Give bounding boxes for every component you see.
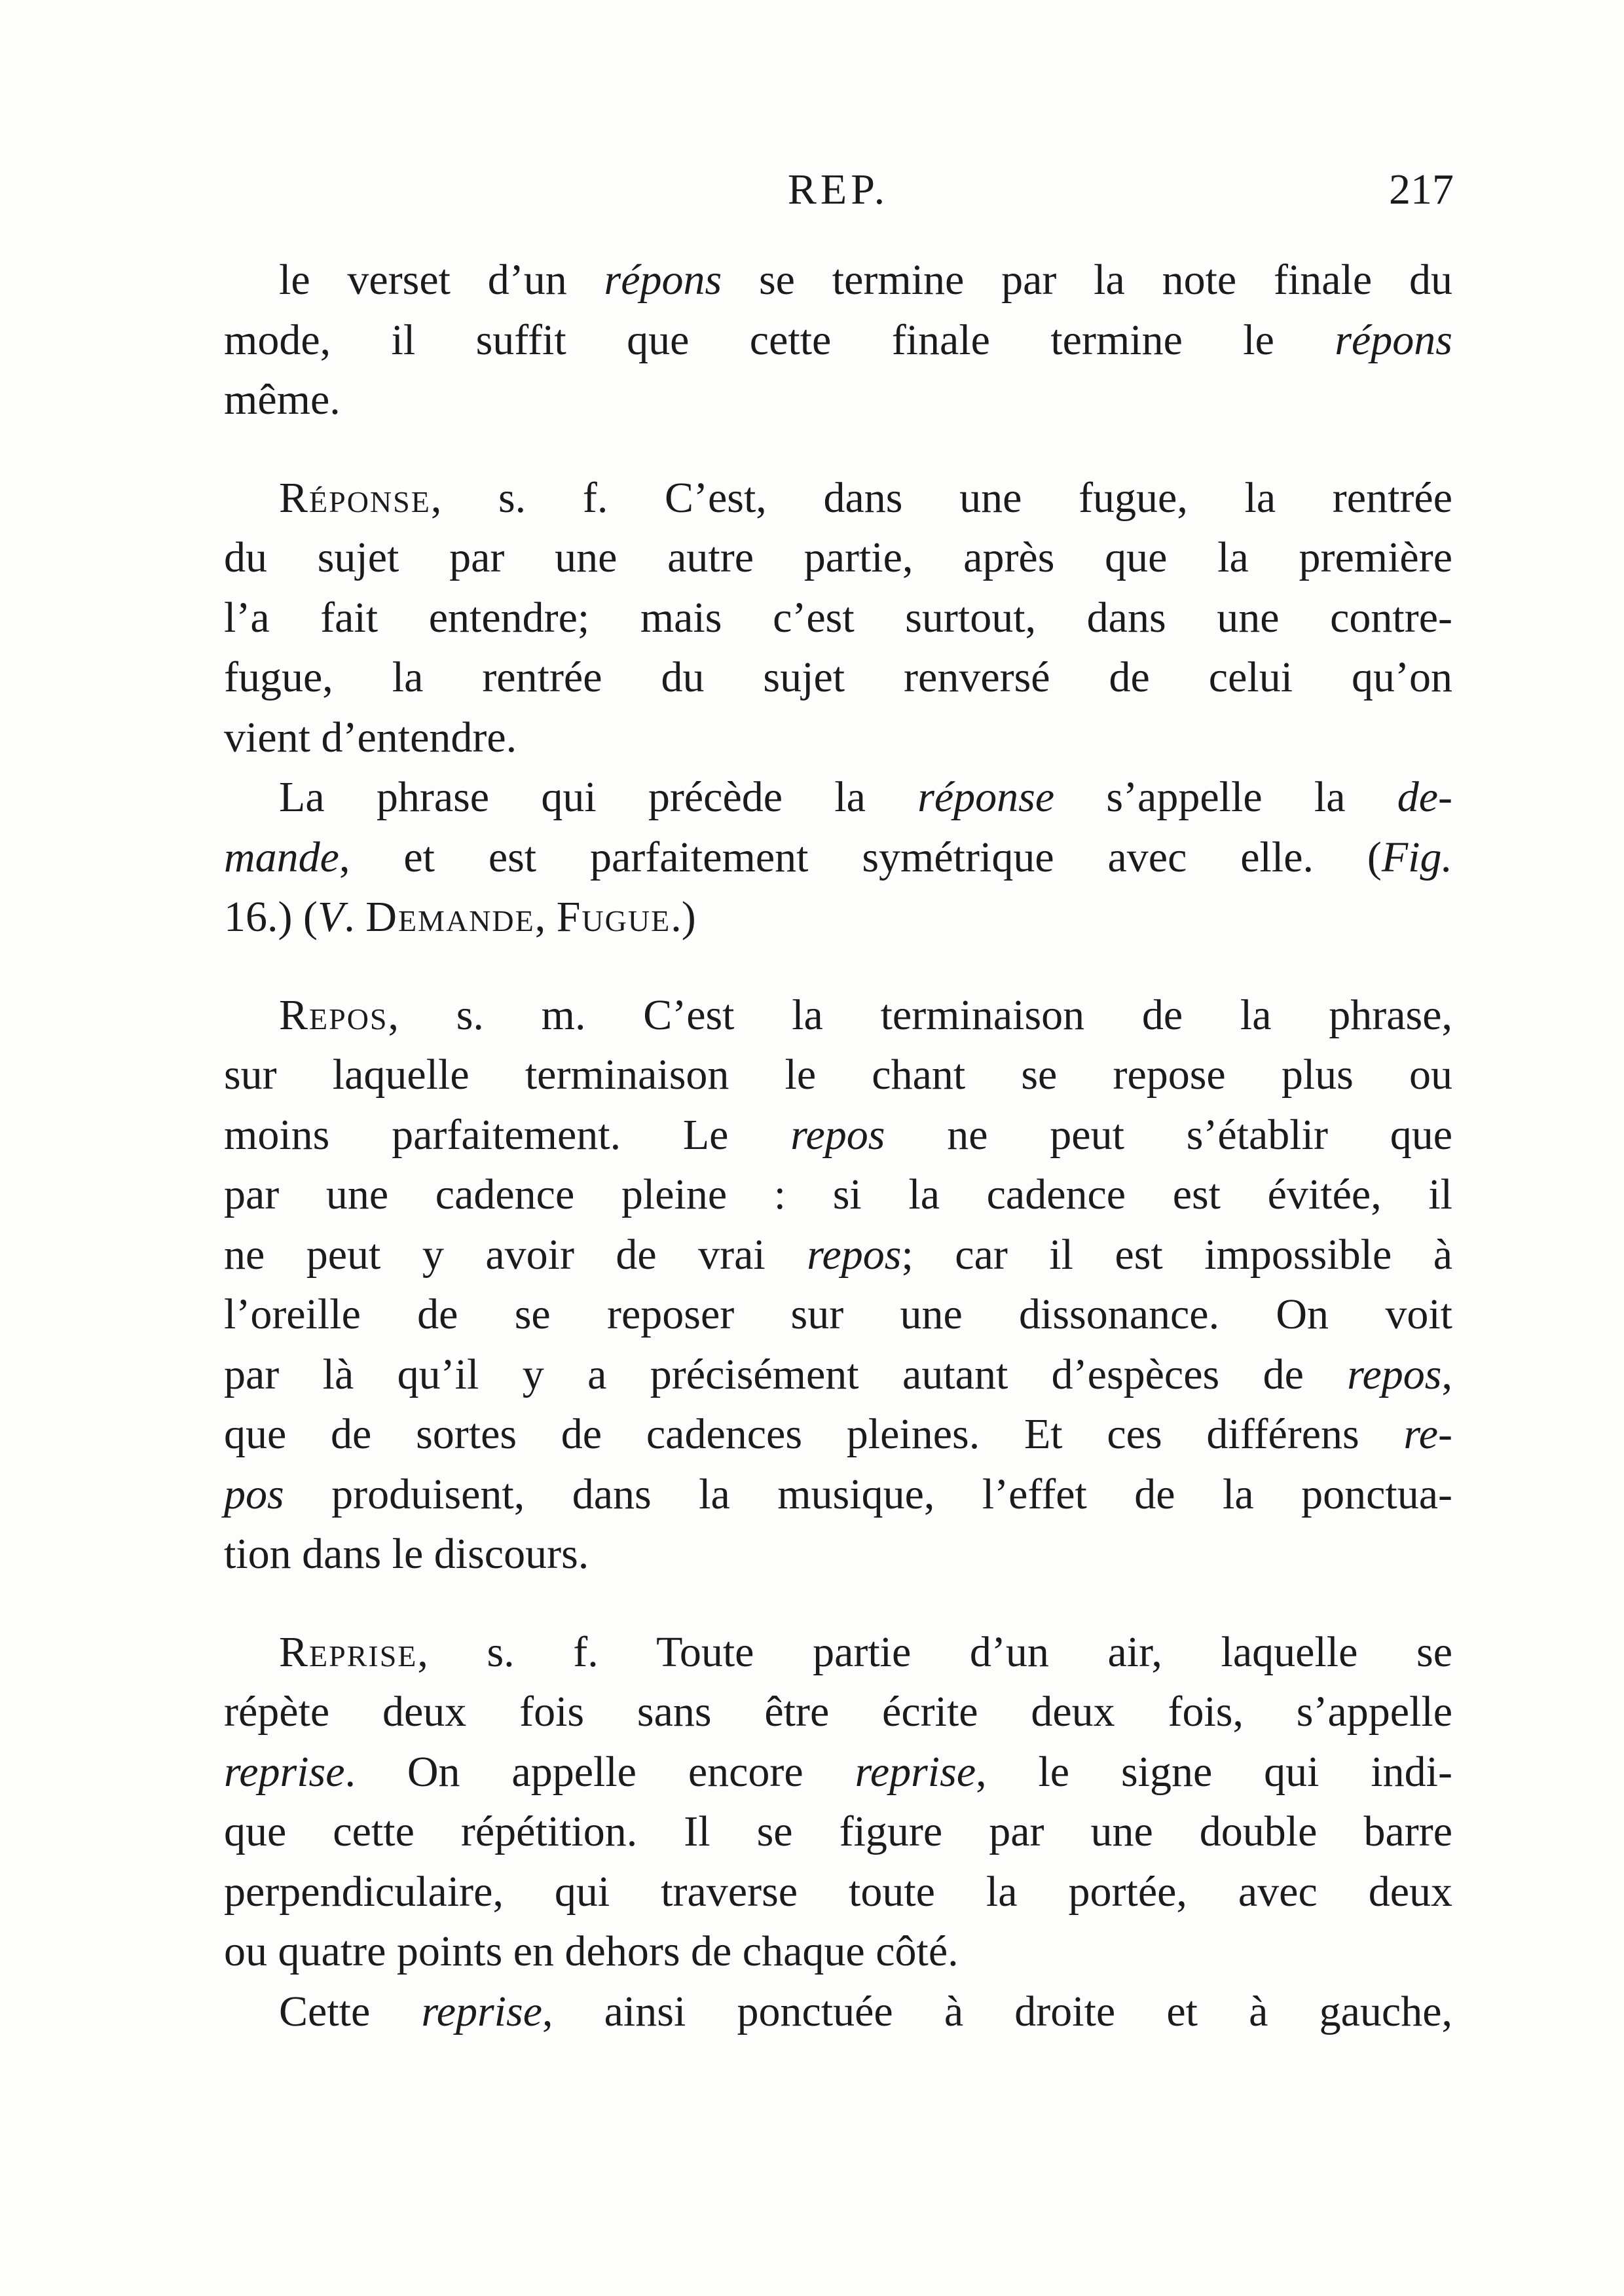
headword: Réponse — [279, 473, 431, 522]
text-run: l’oreille de se reposer sur une dissonance. On voit — [224, 1290, 1452, 1338]
text-line — [224, 887, 1452, 947]
italic-term: repos — [790, 1110, 885, 1159]
text-run: sur laquelle terminaison le chant se repose plus ou — [224, 1051, 1452, 1099]
text-run: s’appelle la — [1054, 773, 1397, 821]
italic-term: répons — [1335, 316, 1452, 364]
text-line — [224, 1524, 1452, 1584]
text-run: . — [344, 893, 366, 941]
italic-term: pos — [224, 1470, 284, 1518]
text-line — [224, 1862, 1452, 1922]
text-line — [224, 588, 1452, 648]
text-line — [224, 828, 1452, 888]
text-run: moins parfaitement. Le — [224, 1110, 791, 1159]
paragraph — [224, 985, 1452, 1584]
italic-term: reprise — [855, 1747, 976, 1796]
headword: Fugue — [556, 893, 671, 941]
text-run: produisent, dans la musique, l’effet de la ponctua- — [284, 1470, 1452, 1518]
text-run: tion dans le discours. — [224, 1530, 589, 1578]
text-line — [224, 1105, 1452, 1165]
text-line — [224, 1922, 1452, 1982]
page-number: 217 — [1389, 166, 1454, 213]
running-head — [223, 165, 1454, 224]
italic-term: Fig. — [1381, 833, 1452, 881]
text-run: . On appelle encore — [344, 1747, 855, 1796]
text-line — [224, 1982, 1452, 2042]
text-run: se termine par la note finale du — [722, 256, 1452, 304]
italic-term: reprise — [224, 1747, 345, 1796]
text-line — [224, 985, 1452, 1046]
text-line — [224, 767, 1452, 828]
text-run: , — [1441, 1350, 1452, 1398]
italic-term: réponse — [917, 773, 1055, 821]
text-run: par là qu’il y a précisément autant d’espèces de — [224, 1350, 1348, 1398]
headword: Demande — [365, 893, 535, 941]
text-run: , le signe qui indi- — [976, 1747, 1452, 1796]
paragraph — [224, 1982, 1452, 2042]
text-line — [224, 1802, 1452, 1862]
italic-term: de- — [1397, 773, 1453, 821]
text-run: La phrase qui précède la — [279, 773, 918, 821]
italic-term: repos — [807, 1230, 902, 1279]
text-run: ou quatre points en dehors de chaque côté. — [224, 1927, 959, 1975]
text-run: 16.) ( — [224, 893, 318, 941]
text-run: perpendiculaire, qui traverse toute la portée, avec deux — [224, 1867, 1452, 1916]
text-run: Cette — [279, 1987, 422, 2035]
text-line — [224, 1285, 1452, 1345]
text-run: , ainsi ponctuée à droite et à gauche, — [542, 1987, 1452, 2035]
text-line — [224, 1465, 1452, 1525]
text-run: , s. f. C’est, dans une fugue, la rentrée — [430, 473, 1452, 522]
text-run: le verset d’un — [279, 256, 604, 304]
text-run: l’a fait entendre; mais c’est surtout, dans une contre- — [224, 593, 1452, 642]
text-run: , et est parfaitement symétrique avec elle. ( — [339, 833, 1382, 881]
text-line — [224, 1045, 1452, 1105]
text-line — [224, 647, 1452, 708]
text-line — [224, 250, 1452, 310]
text-line — [224, 310, 1452, 371]
paragraph — [224, 250, 1452, 430]
text-run: ne peut y avoir de vrai — [224, 1230, 807, 1279]
paragraph — [224, 767, 1452, 947]
paragraph-gap — [224, 1584, 1452, 1622]
headword: Reprise — [279, 1628, 418, 1676]
text-run: , s. f. Toute partie d’un air, laquelle se — [417, 1628, 1452, 1676]
text-run: répète deux fois sans être écrite deux fois, s’appelle — [224, 1688, 1452, 1736]
text-line — [224, 1742, 1452, 1802]
italic-term: reprise — [421, 1987, 542, 2035]
text-run: mode, il suffit que cette finale termine le — [224, 316, 1335, 364]
text-line — [224, 708, 1452, 768]
text-run: fugue, la rentrée du sujet renversé de celui qu’on — [224, 653, 1452, 701]
running-title: REP. — [787, 166, 889, 213]
text-run: par une cadence pleine : si la cadence est évitée, il — [224, 1171, 1452, 1218]
italic-term: re- — [1403, 1410, 1452, 1458]
paragraph — [224, 468, 1452, 768]
text-line — [224, 468, 1452, 528]
text-run: que cette répétition. Il se figure par une double barre — [224, 1808, 1452, 1855]
headword: Repos — [279, 991, 388, 1039]
text-run: , s. m. C’est la terminaison de la phrase, — [388, 991, 1452, 1039]
text-run: du sujet par une autre partie, après que la première — [224, 534, 1452, 581]
text-run: ne peut s’établir que — [885, 1110, 1452, 1159]
text-run: même. — [224, 376, 341, 424]
text-line — [224, 370, 1452, 430]
text-line — [224, 1622, 1452, 1683]
body-text — [224, 250, 1452, 2041]
text-run: vient d’entendre. — [224, 713, 517, 761]
text-line — [224, 1165, 1452, 1225]
text-line — [224, 1345, 1452, 1405]
paragraph-gap — [224, 430, 1452, 468]
text-run: , — [534, 893, 557, 941]
text-line — [224, 1682, 1452, 1742]
italic-term: V — [317, 893, 344, 941]
text-line — [224, 1404, 1452, 1465]
text-run: .) — [671, 893, 696, 941]
italic-term: répons — [604, 256, 722, 304]
paragraph — [224, 1622, 1452, 1982]
text-run: que de sortes de cadences pleines. Et ces différens — [224, 1410, 1404, 1458]
text-line — [224, 528, 1452, 588]
italic-term: repos — [1347, 1350, 1442, 1398]
italic-term: mande — [224, 833, 339, 881]
text-run: ; car il est impossible à — [901, 1230, 1453, 1279]
text-line — [224, 1225, 1452, 1285]
paragraph-gap — [224, 947, 1452, 985]
